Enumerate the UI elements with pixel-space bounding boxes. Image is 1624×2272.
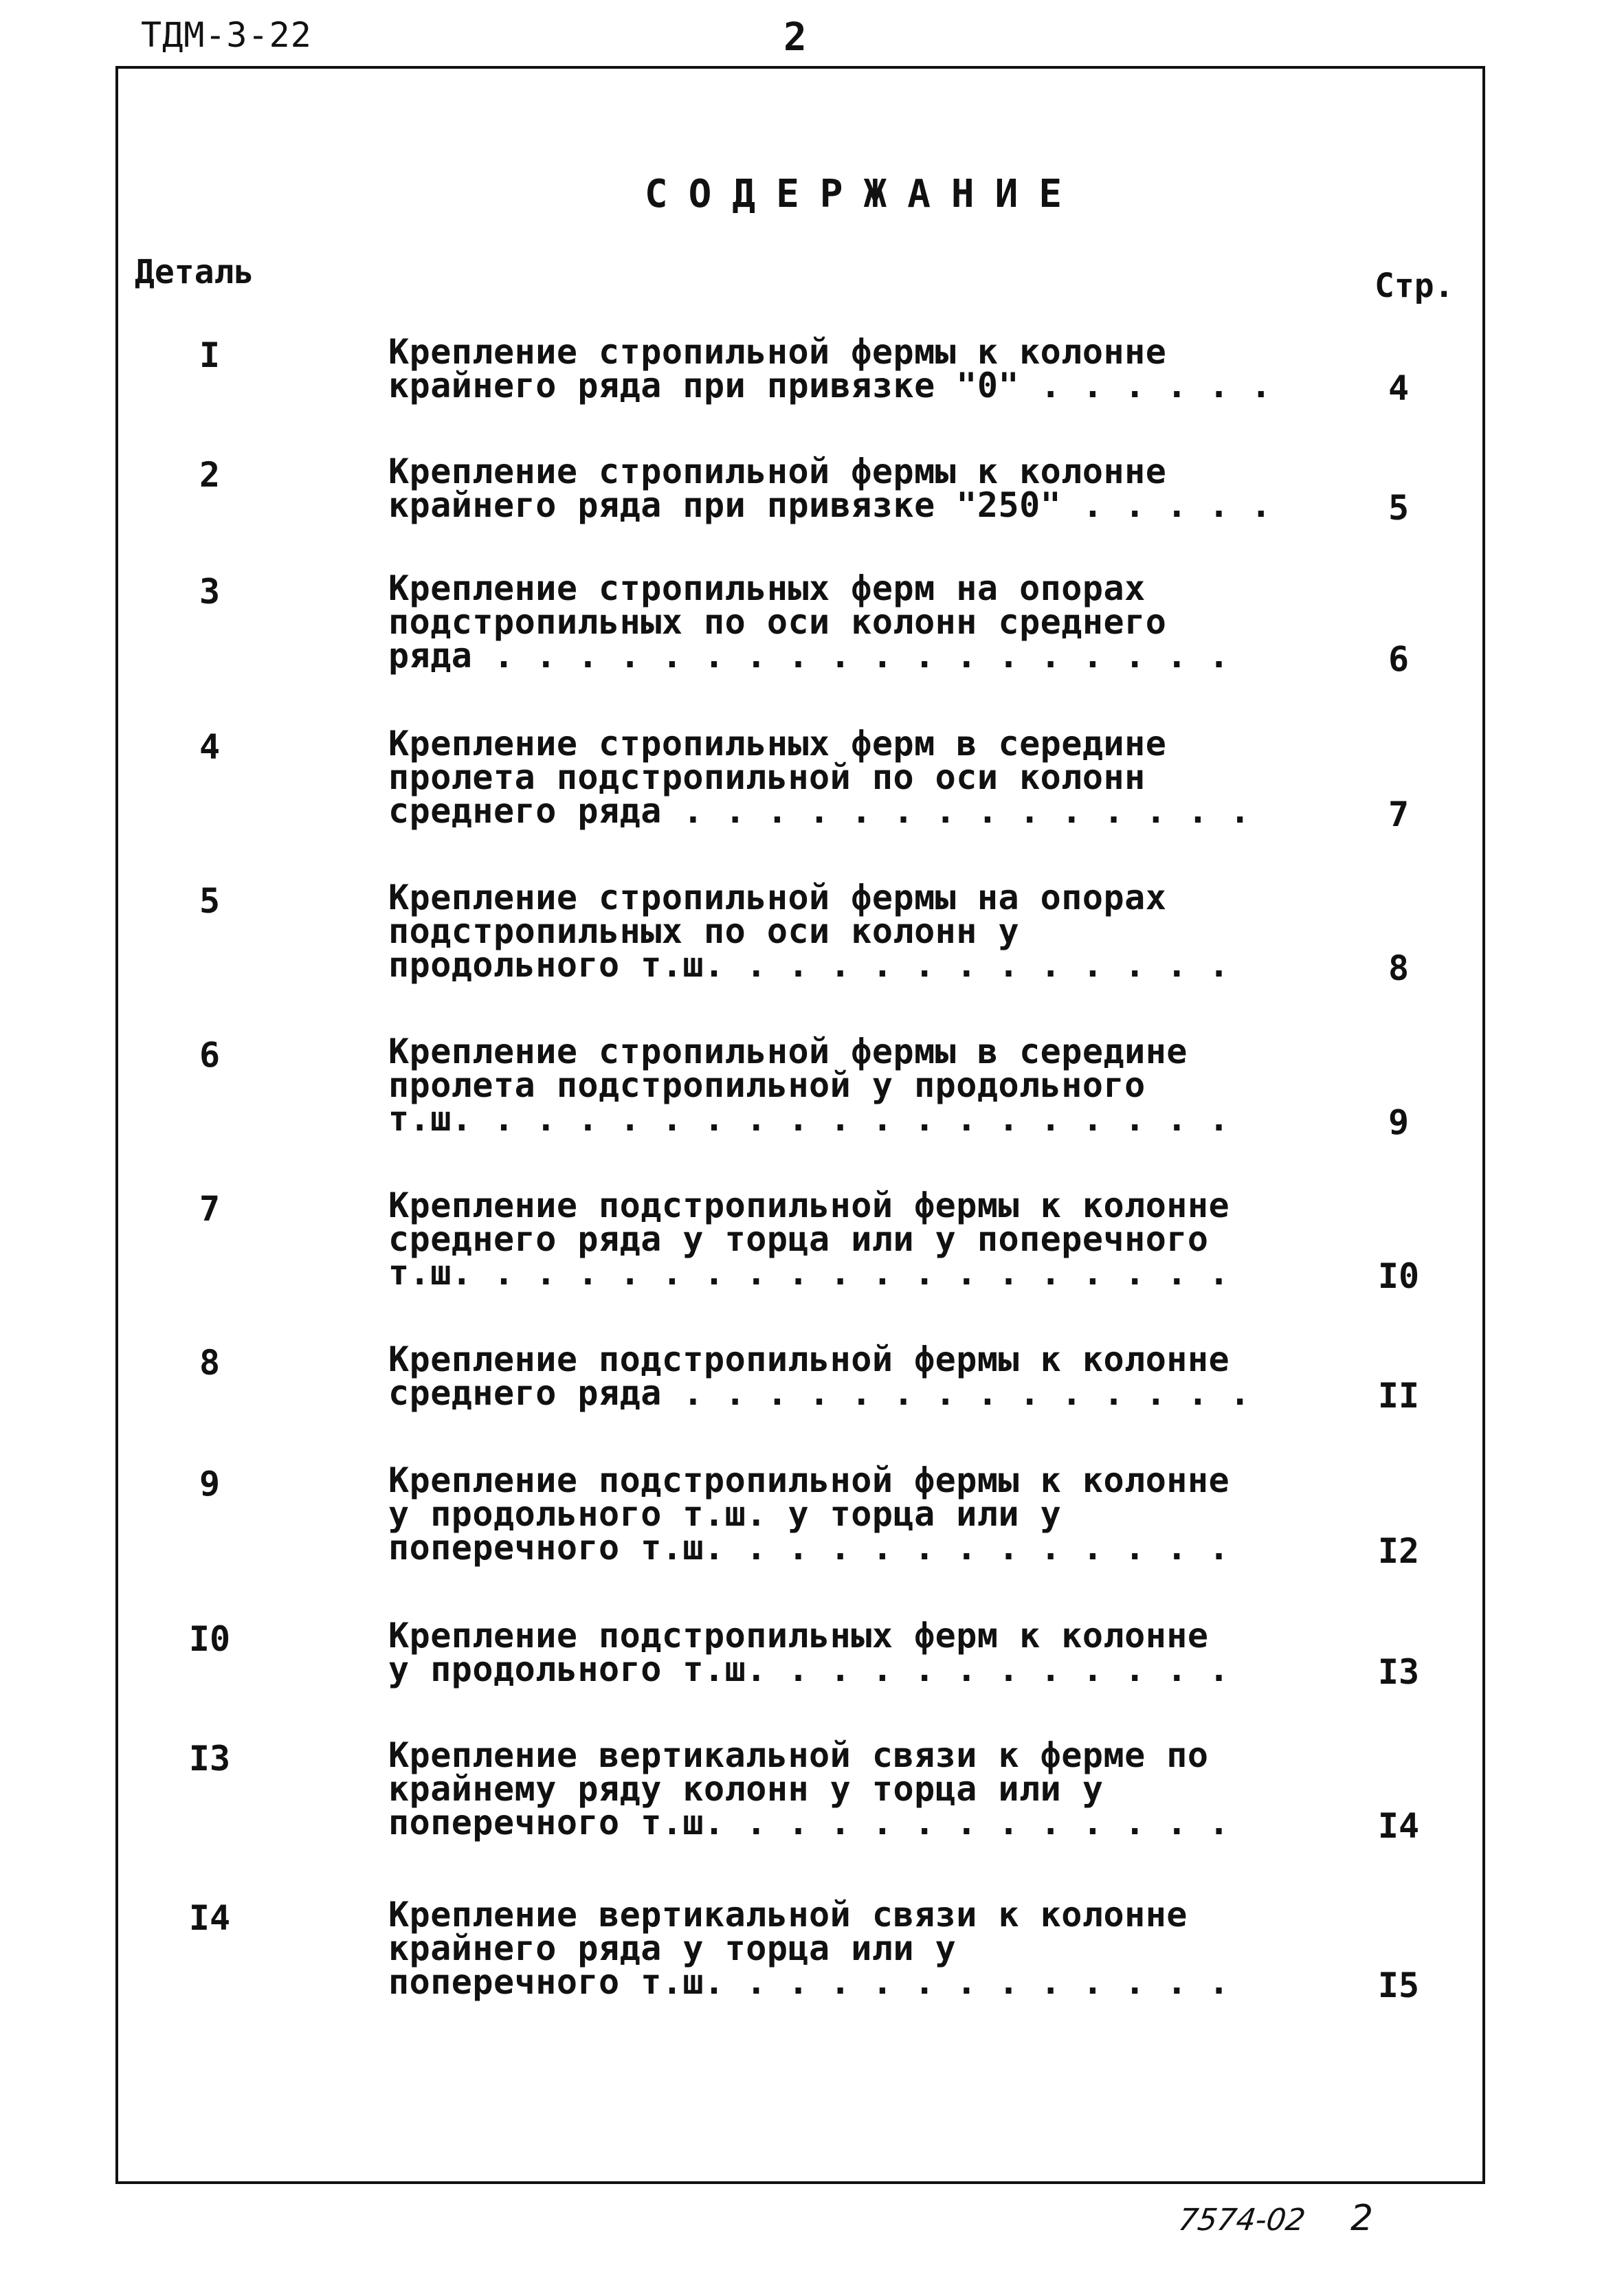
contents-title: СОДЕРЖАНИЕ bbox=[644, 172, 1083, 216]
entry-number: 3 bbox=[199, 572, 221, 612]
toc-entry bbox=[0, 568, 1624, 679]
entry-page: 9 bbox=[1388, 1102, 1410, 1142]
toc-entry bbox=[0, 1032, 1624, 1142]
toc-entry bbox=[0, 724, 1624, 834]
column-header-page: Стр. bbox=[1375, 267, 1454, 305]
entry-number: 8 bbox=[199, 1343, 221, 1383]
entry-title: Крепление вертикальной связи к ферме по крайнему ряду колонн у торца или у поперечного т.ш. . . . . . . . . . . . . bbox=[388, 1735, 1230, 1842]
toc-entry bbox=[0, 1460, 1624, 1571]
entry-title: Крепление стропильной фермы на опорах подстропильных по оси колонн у продольного т.ш. . . . . . . . . . . . . bbox=[388, 878, 1230, 985]
entry-title: Крепление подстропильных ферм к колонне у продольного т.ш. . . . . . . . . . . . bbox=[388, 1616, 1230, 1689]
entry-title: Крепление стропильных ферм в середине пролета подстропильной по оси колонн среднего ряда . . . . . . . . . . . . . . bbox=[388, 724, 1251, 831]
entry-number: 9 bbox=[199, 1464, 221, 1504]
entry-number: I0 bbox=[188, 1619, 231, 1659]
toc-entry bbox=[0, 1339, 1624, 1416]
entry-page: II bbox=[1377, 1376, 1420, 1416]
entry-page: I0 bbox=[1377, 1256, 1420, 1296]
toc-entry bbox=[0, 1895, 1624, 2005]
entry-title: Крепление стропильных ферм на опорах подстропильных по оси колонн среднего ряда . . . . . . . . . . . . . . . . . . bbox=[388, 568, 1230, 676]
entry-number: I3 bbox=[188, 1739, 231, 1779]
entry-title: Крепление стропильной фермы к колонне крайнего ряда при привязке "0" . . . . . . bbox=[388, 332, 1272, 405]
toc-entry bbox=[0, 1185, 1624, 1296]
toc-entry bbox=[0, 452, 1624, 528]
entry-title: Крепление подстропильной фермы к колонне среднего ряда у торца или у поперечного т.ш. . . . . . . . . . . . . . . . . . . bbox=[388, 1185, 1230, 1293]
entry-title: Крепление подстропильной фермы к колонне у продольного т.ш. у торца или у поперечного т.ш. . . . . . . . . . . . . bbox=[388, 1460, 1230, 1568]
toc-entry bbox=[0, 332, 1624, 408]
column-header-detail: Деталь bbox=[135, 253, 254, 291]
entry-title: Крепление подстропильной фермы к колонне среднего ряда . . . . . . . . . . . . . . bbox=[388, 1339, 1251, 1413]
entry-number: 6 bbox=[199, 1035, 221, 1075]
entry-number: I4 bbox=[188, 1898, 231, 1938]
toc-entry bbox=[0, 878, 1624, 988]
toc-entry bbox=[0, 1735, 1624, 1846]
entry-page: I4 bbox=[1377, 1806, 1420, 1846]
toc-entry bbox=[0, 1616, 1624, 1692]
entry-title: Крепление стропильной фермы к колонне крайнего ряда при привязке "250" . . . . . bbox=[388, 452, 1272, 525]
entry-number: 2 bbox=[199, 455, 221, 495]
entry-page: 8 bbox=[1388, 948, 1410, 988]
entry-page: 6 bbox=[1388, 639, 1410, 679]
archive-number: 7574-02 bbox=[1176, 2203, 1308, 2238]
entry-number: 4 bbox=[199, 727, 221, 767]
page-number: 2 bbox=[783, 15, 807, 60]
entry-page: I5 bbox=[1377, 1965, 1420, 2005]
entry-page: 7 bbox=[1388, 794, 1410, 834]
entry-page: I3 bbox=[1377, 1652, 1420, 1692]
entry-page: 4 bbox=[1388, 368, 1410, 408]
entry-title: Крепление вертикальной связи к колонне крайнего ряда у торца или у поперечного т.ш. . . . . . . . . . . . . bbox=[388, 1895, 1230, 2002]
entry-title: Крепление стропильной фермы в середине пролета подстропильной у продольного т.ш. . . . . . . . . . . . . . . . . . . bbox=[388, 1032, 1230, 1139]
entry-number: 7 bbox=[199, 1189, 221, 1229]
entry-page: 5 bbox=[1388, 488, 1410, 528]
sheet-number: 2 bbox=[1350, 2198, 1374, 2239]
document-code: ТДМ-3-22 bbox=[141, 15, 312, 55]
entry-number: I bbox=[199, 335, 221, 375]
entry-number: 5 bbox=[199, 881, 221, 921]
entry-page: I2 bbox=[1377, 1531, 1420, 1571]
